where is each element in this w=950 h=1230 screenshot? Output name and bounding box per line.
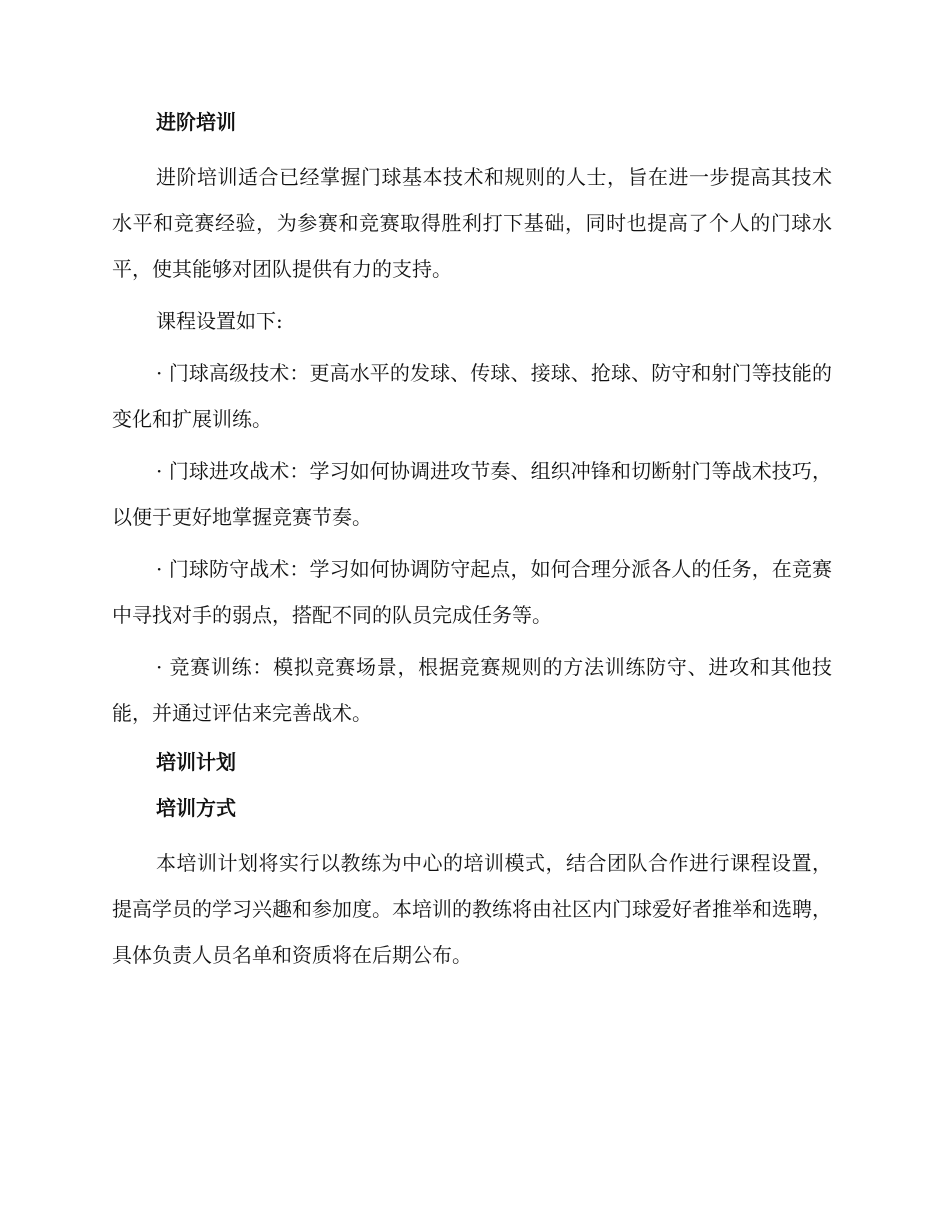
document-page [112,108,832,984]
course-item-attack-tactics: · 门球进攻战术：学习如何协调进攻节奏、组织冲锋和切断射门等战术技巧，以便于更好地掌握竞赛节奏。 [112,459,832,529]
advanced-training-intro: 进阶培训适合已经掌握门球基本技术和规则的人士，旨在进一步提高其技术水平和竞赛经验，为参赛和竞赛取得胜利打下基础，同时也提高了个人的门球水平，使其能够对团队提供有力的支持。 [112,165,832,281]
course-item-advanced-technique: · 门球高级技术：更高水平的发球、传球、接球、抢球、防守和射门等技能的变化和扩展训练。 [112,361,832,431]
course-item-defense-tactics: · 门球防守战术：学习如何协调防守起点，如何合理分派各人的任务，在竞赛中寻找对手的弱点，搭配不同的队员完成任务等。 [112,557,832,627]
course-item-competition-training: · 竞赛训练：模拟竞赛场景，根据竞赛规则的方法训练防守、进攻和其他技能，并通过评估来完善战术。 [112,655,832,725]
subheading-training-method: 培训方式 [156,796,236,820]
section-heading-training-plan: 培训计划 [156,750,236,774]
courses-label: 课程设置如下: [156,309,283,333]
section-heading-advanced-training: 进阶培训 [156,110,236,134]
training-method-body: 本培训计划将实行以教练为中心的培训模式，结合团队合作进行课程设置，提高学员的学习兴趣和参加度。本培训的教练将由社区内门球爱好者推举和选聘，具体负责人员名单和资质将在后期公布。 [112,851,832,967]
